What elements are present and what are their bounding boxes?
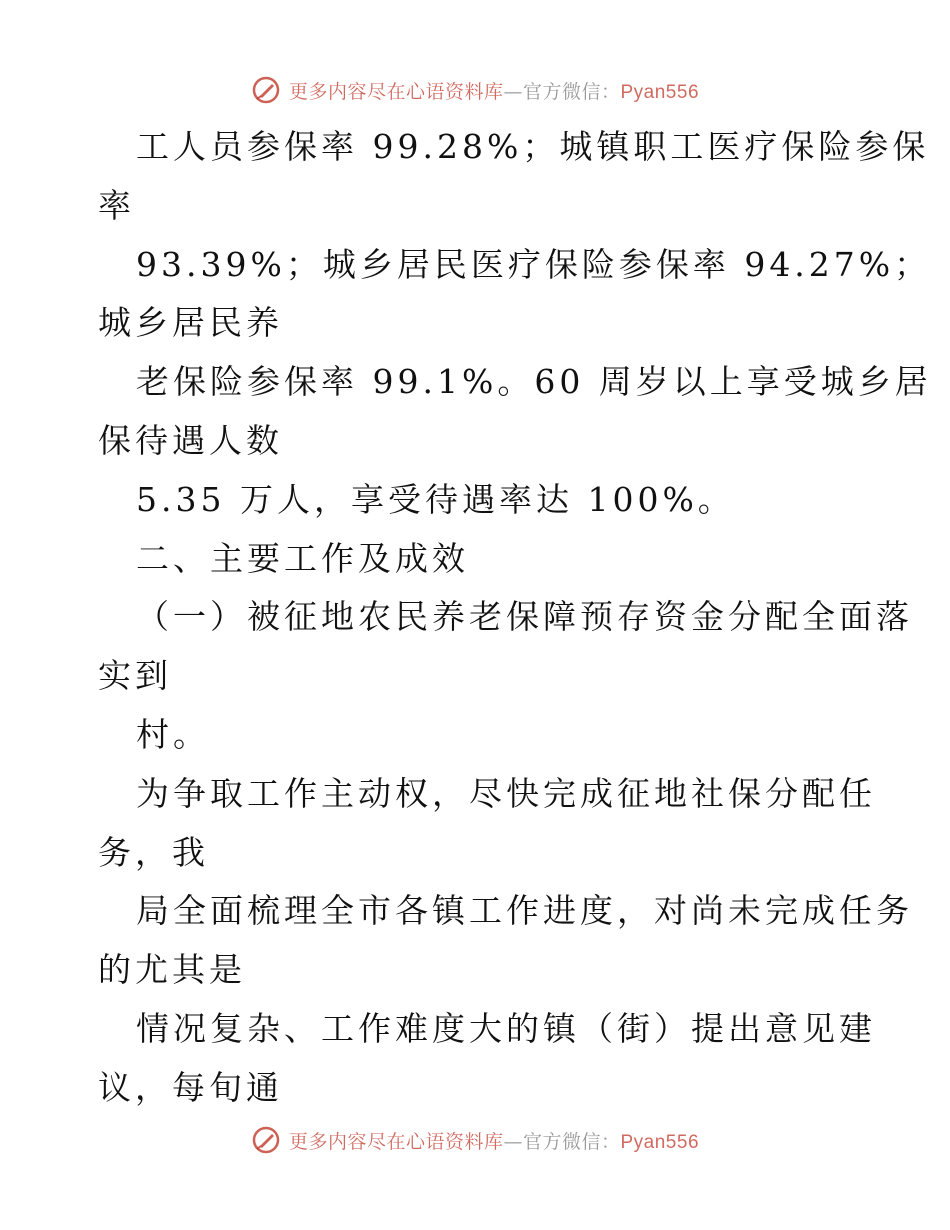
text-line: 保待遇人数 bbox=[98, 420, 283, 460]
watermark-dash: — bbox=[503, 1130, 523, 1153]
text-line: 议，每旬通 bbox=[98, 1067, 283, 1107]
quill-logo-icon bbox=[251, 75, 281, 105]
text-line: 务，我 bbox=[98, 832, 209, 872]
watermark-account-label: 官方微信： bbox=[522, 1130, 621, 1153]
text-line: 实到 bbox=[98, 656, 172, 696]
watermark-text bbox=[289, 77, 699, 104]
watermark-account-id: Pyan556 bbox=[620, 81, 700, 103]
text-line: （一）被征地农民养老保障预存资金分配全面落 bbox=[136, 597, 913, 637]
text-line: 局全面梳理全市各镇工作进度，对尚未完成任务 bbox=[136, 891, 913, 931]
header-watermark bbox=[0, 70, 950, 110]
text-line: 5.35 万人，享受待遇率达 100%。 bbox=[136, 479, 735, 519]
watermark-main: 更多内容尽在心语资料库 bbox=[288, 1130, 504, 1153]
text-line: 情况复杂、工作难度大的镇（街）提出意见建 bbox=[136, 1008, 876, 1048]
document-body bbox=[98, 118, 932, 1118]
text-line: 率 bbox=[98, 185, 135, 225]
text-line: 工人员参保率 99.28%；城镇职工医疗保险参保 bbox=[136, 127, 930, 166]
footer-watermark bbox=[0, 1120, 950, 1160]
text-line: 为争取工作主动权，尽快完成征地社保分配任 bbox=[136, 773, 876, 813]
text-line: 城乡居民养 bbox=[98, 303, 283, 343]
watermark-account-label: 官方微信： bbox=[522, 80, 621, 103]
text-line: 二、主要工作及成效 bbox=[136, 538, 469, 578]
text-line: 老保险参保率 99.1%。60 周岁以上享受城乡居 bbox=[136, 362, 932, 402]
quill-logo-icon bbox=[251, 1125, 281, 1155]
text-line: 的尤其是 bbox=[98, 950, 246, 990]
watermark-dash: — bbox=[503, 80, 523, 103]
watermark-text bbox=[289, 1127, 699, 1154]
watermark-account-id: Pyan556 bbox=[620, 1131, 700, 1153]
watermark-main: 更多内容尽在心语资料库 bbox=[288, 80, 504, 103]
text-line: 村。 bbox=[136, 714, 210, 754]
text-line: 93.39%；城乡居民医疗保险参保率 94.27%； bbox=[136, 244, 932, 284]
